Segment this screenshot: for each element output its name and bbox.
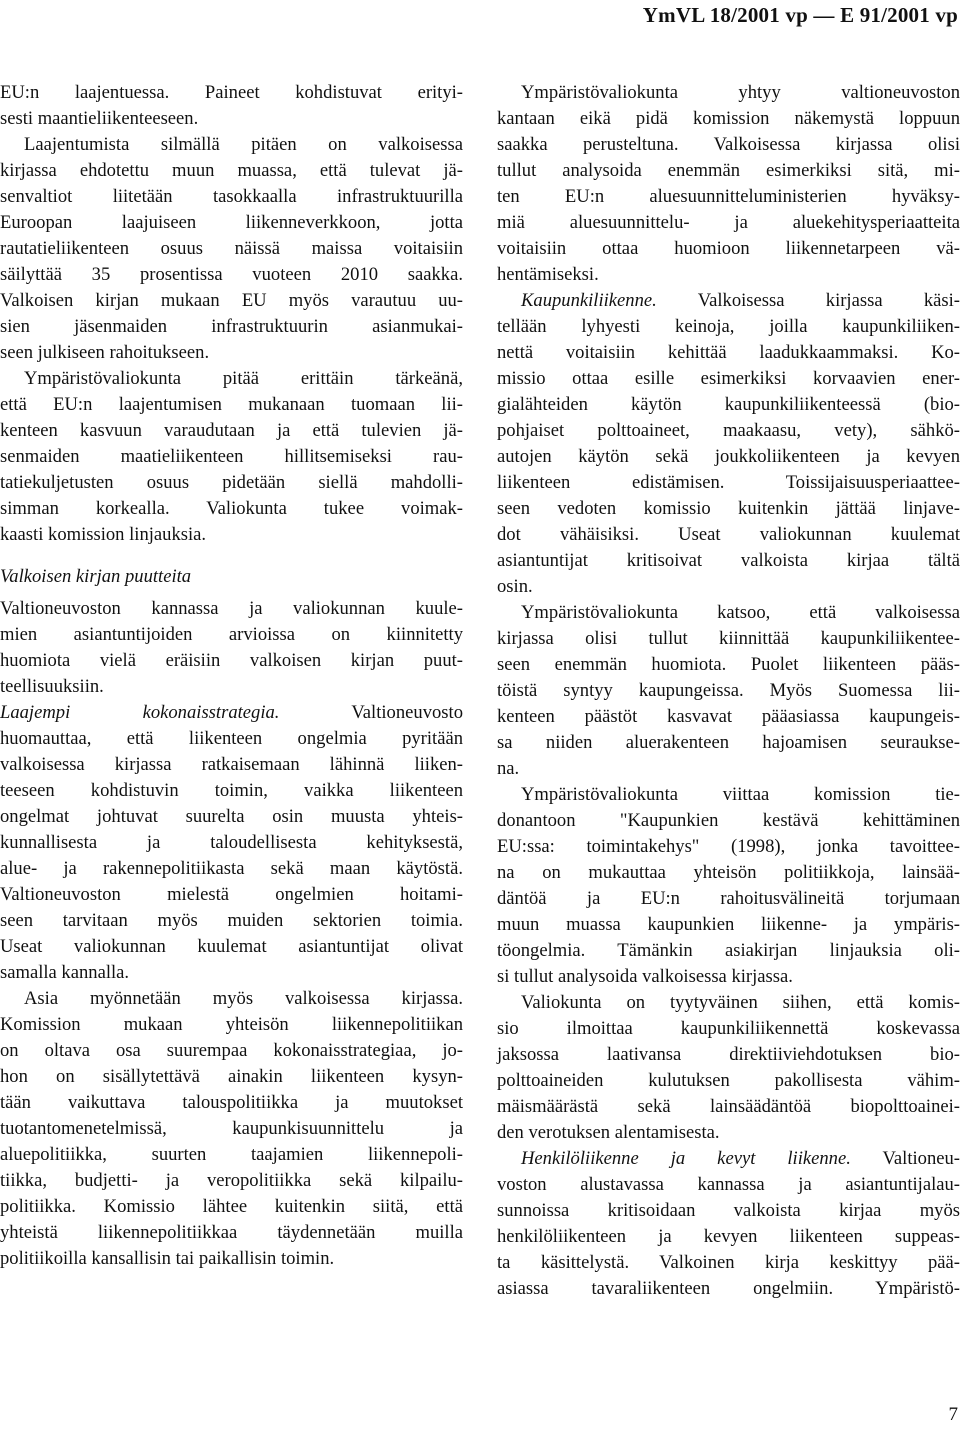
- right-column: [497, 80, 960, 1302]
- paragraph-lead-line: [497, 1146, 960, 1172]
- text-line: Ympäristövaliokunta yhtyy valtioneuvoston: [521, 82, 960, 103]
- text-line: sien jäsenmaiden infrastruktuurin asianmukai-: [0, 316, 463, 337]
- text-line: na on mukauttaa yhteisön politiikkoja, lainsää-: [497, 862, 960, 883]
- text-line: Valiokunta on tyytyväinen siihen, että komis-: [521, 992, 960, 1013]
- text-line: sunnoissa kritisoidaan valkoista kirjaa myös: [497, 1200, 960, 1221]
- text-line: missio ottaa esille esimerkiksi korvaavien ener-: [497, 368, 960, 389]
- text-line: Ympäristövaliokunta viittaa komission tie-: [521, 784, 960, 805]
- text-line: dot vähäisiksi. Useat valiokunnan kuulemat: [497, 524, 960, 545]
- text-line: tullut analysoida enemmän esimerkiksi sitä, mi-: [497, 160, 960, 181]
- paragraph: [0, 132, 463, 366]
- paragraph: [497, 782, 960, 990]
- text-line: kirjassa olisi tullut kiinnittää kaupunkiliikentee-: [497, 628, 960, 649]
- text-line: politiikka. Komissio lähtee kuitenkin siitä, että: [0, 1196, 463, 1217]
- text-line: si tullut analysoida valkoisessa kirjassa.: [497, 966, 793, 987]
- text-line: saakka perusteltuna. Valkoisessa kirjassa olisi: [497, 134, 960, 155]
- paragraph: [497, 600, 960, 782]
- text-line: aluepolitiikka, suurten taajamien liikennepoli-: [0, 1144, 463, 1165]
- text-line: henkilöliikenteen ja kevyen liikenteen suppeas-: [497, 1226, 960, 1247]
- text-line: EU:n laajentuessa. Paineet kohdistuvat erityi-: [0, 82, 463, 103]
- text-line: kaasti komission linjauksia.: [0, 524, 207, 545]
- text-line: hentämiseksi.: [497, 264, 599, 285]
- text-line: sio ilmoittaa kaupunkiliikennettä koskevassa: [497, 1018, 960, 1039]
- text-line: Asia myönnetään myös valkoisessa kirjassa.: [24, 988, 463, 1009]
- paragraph-lead-rest: Valtioneuvosto: [279, 702, 463, 723]
- text-line: Ympäristövaliokunta katsoo, että valkoisessa: [521, 602, 960, 623]
- text-line: töongelmia. Tämänkin asiakirjan linjauksia oli-: [497, 940, 960, 961]
- text-line: kantaan eikä pidä komission näkemystä loppuun: [497, 108, 960, 129]
- text-line: muun muassa kaupunkien liikenne- ja ympäris-: [497, 914, 960, 935]
- paragraph: [0, 596, 463, 700]
- text-line: donantoon "Kaupunkien kestävä kehittäminen: [497, 810, 960, 831]
- paragraph-lead-line: [0, 700, 463, 726]
- text-line: Ympäristövaliokunta pitää erittäin tärkeänä,: [24, 368, 463, 389]
- text-line: säilyttää 35 prosentissa vuoteen 2010 saakka.: [0, 264, 463, 285]
- text-line: seen enemmän huomiota. Puolet liikenteen pääs-: [497, 654, 960, 675]
- text-line: simman korkealla. Valiokunta tukee voimak-: [0, 498, 463, 519]
- text-line: samalla kannalla.: [0, 962, 130, 983]
- text-line: seen julkiseen rahoitukseen.: [0, 342, 210, 363]
- text-line: tiikka, budjetti- ja veropolitiikka sekä kilpailu-: [0, 1170, 463, 1191]
- text-line: asiantuntijat kritisoivat valkoista kirjaa tältä: [497, 550, 960, 571]
- section-heading: Valkoisen kirjan puutteita: [0, 566, 192, 587]
- text-line: pohjaiset polttoaineet, maakaasu, vety), sähkö-: [497, 420, 960, 441]
- text-line: huomiota vielä eräisiin valkoisen kirjan puut-: [0, 650, 463, 671]
- paragraph: [497, 80, 960, 288]
- text-line: yhteistä liikennepolitiikkaa täydennetään muilla: [0, 1222, 463, 1243]
- text-line: Useat valiokunnan kuulemat asiantuntijat olivat: [0, 936, 463, 957]
- text-line: voitaisiin ottaa huomioon liikennetarpeen vä-: [497, 238, 960, 259]
- text-line: EU:ssa: toimintakehys" (1998), jonka tavoittee-: [497, 836, 960, 857]
- text-line: seen tarvitaan myös muiden sektorien toimia.: [0, 910, 463, 931]
- text-line: liikenteen edistämisen. Toissijaisuusperiaattee-: [497, 472, 960, 493]
- paragraph-lead-line: [497, 288, 960, 314]
- paragraph: [497, 1172, 960, 1302]
- left-column: [0, 80, 463, 1272]
- paragraph: [0, 986, 463, 1272]
- text-line: sesti maantieliikenteeseen.: [0, 108, 199, 129]
- text-line: Valtioneuvoston mielestä ongelmien hoitami-: [0, 884, 463, 905]
- text-line: ten EU:n aluesuunnitteluministerien hyväksy-: [497, 186, 960, 207]
- text-line: teeseen kohdistuvin toimin, vaikka liikenteen: [0, 780, 463, 801]
- text-line: senvaltiot liitetään tasokkaalla infrastruktuurilla: [0, 186, 463, 207]
- paragraph-lead: Laajempi kokonaisstrategia.: [0, 702, 280, 723]
- text-line: na.: [497, 758, 520, 779]
- text-line: senmaiden maatieliikenteen hillitsemiseksi rau-: [0, 446, 463, 467]
- text-line: kirjassa ehdotettu muun muassa, että tulevat jä-: [0, 160, 463, 181]
- text-line: rautatieliikenteen osuus näissä maissa voitaisiin: [0, 238, 463, 259]
- text-line: on oltava osa suurempaa kokonaisstrategiaa, jo-: [0, 1040, 463, 1061]
- text-line: asiassa tavaraliikenteen ongelmiin. Ympäristö-: [497, 1278, 960, 1299]
- text-line: hon on sisällytettävä ainakin liikenteen kysyn-: [0, 1066, 463, 1087]
- text-line: että EU:n laajentumisen mukanaan tuomaan lii-: [0, 394, 463, 415]
- text-line: Laajentumista silmällä pitäen on valkoisessa: [24, 134, 463, 155]
- paragraph: [0, 80, 463, 132]
- text-line: Valtioneuvoston kannassa ja valiokunnan kuule-: [0, 598, 463, 619]
- text-line: autojen käytön sekä joukkoliikenteen ja kevyen: [497, 446, 960, 467]
- text-line: töistä syntyy kaupungeissa. Myös Suomessa lii-: [497, 680, 960, 701]
- page-number: 7: [948, 1404, 958, 1425]
- text-line: miä aluesuunnittelu- ja aluekehitysperiaatteita: [497, 212, 960, 233]
- text-line: mäismäärästä sekä lainsäädäntöä biopolttoainei-: [497, 1096, 960, 1117]
- text-line: Valkoisen kirjan mukaan EU myös varautuu uu-: [0, 290, 463, 311]
- text-line: ta käsittelystä. Valkoinen kirja keskittyy pää-: [497, 1252, 960, 1273]
- text-line: gialähteiden käytön kaupunkiliikenteessä (bio-: [497, 394, 960, 415]
- text-line: valkoisessa kirjassa ratkaisemaan lähinnä liiken-: [0, 754, 463, 775]
- paragraph: [0, 366, 463, 548]
- text-line: nettä voitaisiin kehittää laadukkaammaksi. Ko-: [497, 342, 960, 363]
- paragraph-lead-rest: Valkoisessa kirjassa käsi-: [656, 290, 960, 311]
- text-line: alue- ja rakennepolitiikasta sekä maan käytöstä.: [0, 858, 463, 879]
- text-line: tään vaikuttava talouspolitiikka ja muutokset: [0, 1092, 463, 1113]
- text-line: huomauttaa, että liikenteen ongelmia pyritään: [0, 728, 463, 749]
- text-line: tellään lyhyesti keinoja, joilla kaupunkiliiken-: [497, 316, 960, 337]
- text-line: Euroopan laajuiseen liikenneverkkoon, jotta: [0, 212, 463, 233]
- text-line: tuotantomenetelmissä, kaupunkisuunnittelu ja: [0, 1118, 463, 1139]
- text-line: däntöä ja EU:n rahoitusvälineitä torjumaan: [497, 888, 960, 909]
- paragraph-lead: Henkilöliikenne ja kevyt liikenne.: [521, 1148, 851, 1169]
- text-line: teellisuuksiin.: [0, 676, 104, 697]
- text-line: mien asiantuntijoiden arvioissa on kiinnitetty: [0, 624, 463, 645]
- paragraph-lead-rest: Valtioneu-: [850, 1148, 960, 1169]
- text-line: kunnallisesta ja taloudellisesta kehityksestä,: [0, 832, 463, 853]
- paragraph: [497, 990, 960, 1146]
- text-line: osin.: [497, 576, 533, 597]
- text-line: polttoaineiden kulutuksen pakollisesta vähim-: [497, 1070, 960, 1091]
- text-line: voston alustavassa kannassa ja asiantuntijalau-: [497, 1174, 960, 1195]
- paragraph-lead: Kaupunkiliikenne.: [521, 290, 657, 311]
- page-header: YmVL 18/2001 vp — E 91/2001 vp: [642, 3, 958, 27]
- text-line: politiikoilla kansallisin tai paikallisin toimin.: [0, 1248, 335, 1269]
- text-line: tatiekuljetusten osuus pidetään siellä mahdolli-: [0, 472, 463, 493]
- text-line: Komission mukaan yhteisön liikennepolitiikan: [0, 1014, 463, 1035]
- paragraph: [0, 726, 463, 986]
- text-line: sa niiden aluerakenteen hajoamisen seuraukse-: [497, 732, 960, 753]
- text-line: kenteen kasvuun varaudutaan ja että tulevien jä-: [0, 420, 463, 441]
- text-line: kenteen päästöt kasvavat pääasiassa kaupungeis-: [497, 706, 960, 727]
- text-line: den verotuksen alentamisesta.: [497, 1122, 720, 1143]
- text-line: ongelmat johtuvat suurelta osin muusta yhteis-: [0, 806, 463, 827]
- paragraph: [497, 314, 960, 600]
- text-line: jaksossa laativansa direktiiviehdotuksen bio-: [497, 1044, 960, 1065]
- text-line: seen vedoten komissio kuitenkin jättää linjave-: [497, 498, 960, 519]
